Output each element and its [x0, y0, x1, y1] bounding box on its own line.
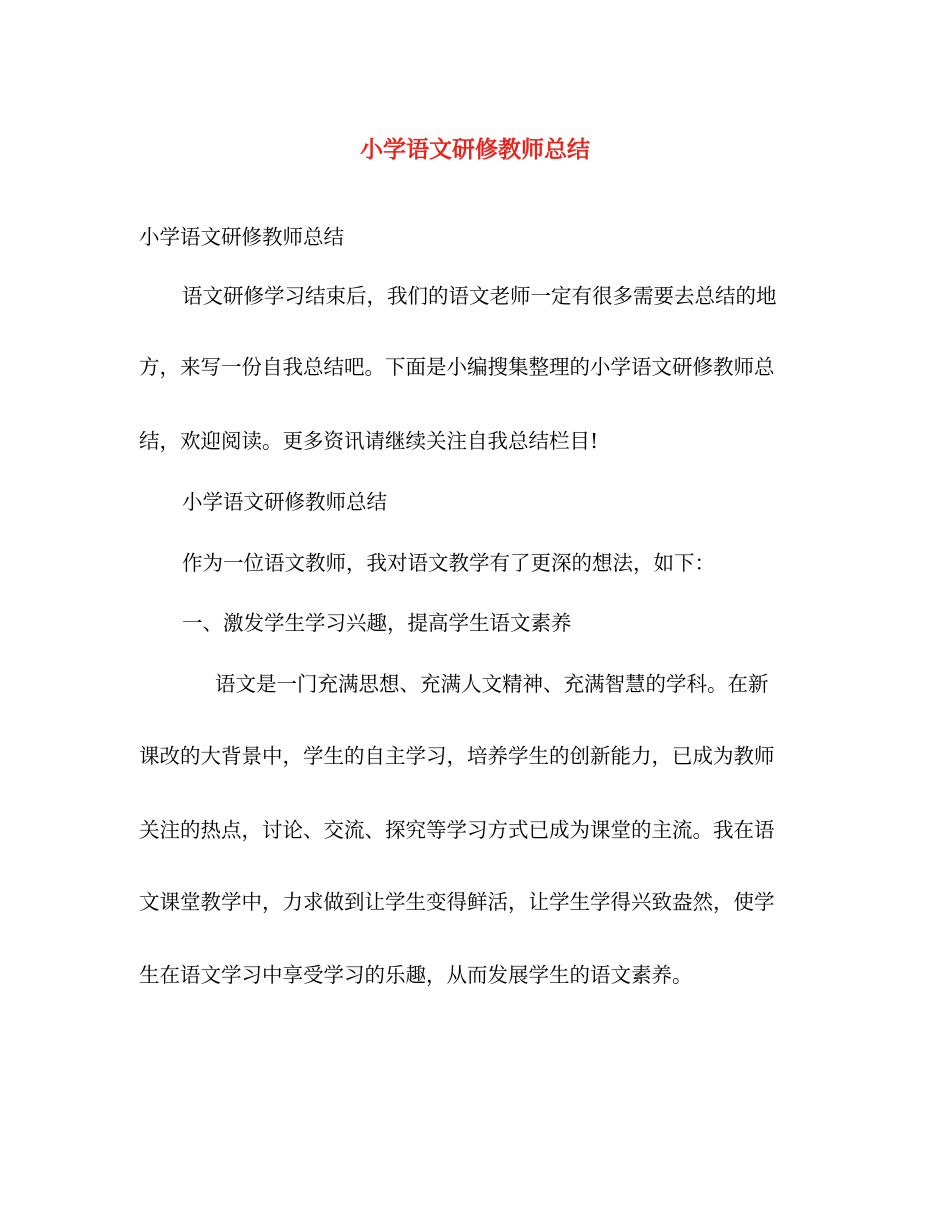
- statement-line: 作为一位语文教师，我对语文教学有了更深的想法，如下：: [182, 551, 715, 575]
- body-line-1: 语文是一门充满思想、充满人文精神、充满智慧的学科。在新: [215, 672, 769, 696]
- point-one-heading: 一、激发学生学习兴趣，提高学生语文素养: [182, 611, 572, 635]
- section-heading-line: 小学语文研修教师总结: [182, 490, 387, 514]
- document-title: 小学语文研修教师总结: [360, 136, 590, 163]
- subtitle-line: 小学语文研修教师总结: [139, 225, 344, 249]
- intro-line-1: 语文研修学习结束后，我们的语文老师一定有很多需要去总结的地: [182, 284, 777, 308]
- body-line-2: 课改的大背景中，学生的自主学习，培养学生的创新能力，已成为教师: [139, 744, 775, 768]
- body-line-3: 关注的热点，讨论、交流、探究等学习方式已成为课堂的主流。我在语: [139, 818, 775, 842]
- intro-line-3: 结，欢迎阅读。更多资讯请继续关注自我总结栏目!: [139, 429, 599, 453]
- intro-line-2: 方，来写一份自我总结吧。下面是小编搜集整理的小学语文研修教师总: [139, 355, 775, 379]
- body-line-4: 文课堂教学中，力求做到让学生变得鲜活，让学生学得兴致盎然，使学: [139, 890, 775, 914]
- body-line-5: 生在语文学习中享受学习的乐趣，从而发展学生的语文素养。: [139, 963, 693, 987]
